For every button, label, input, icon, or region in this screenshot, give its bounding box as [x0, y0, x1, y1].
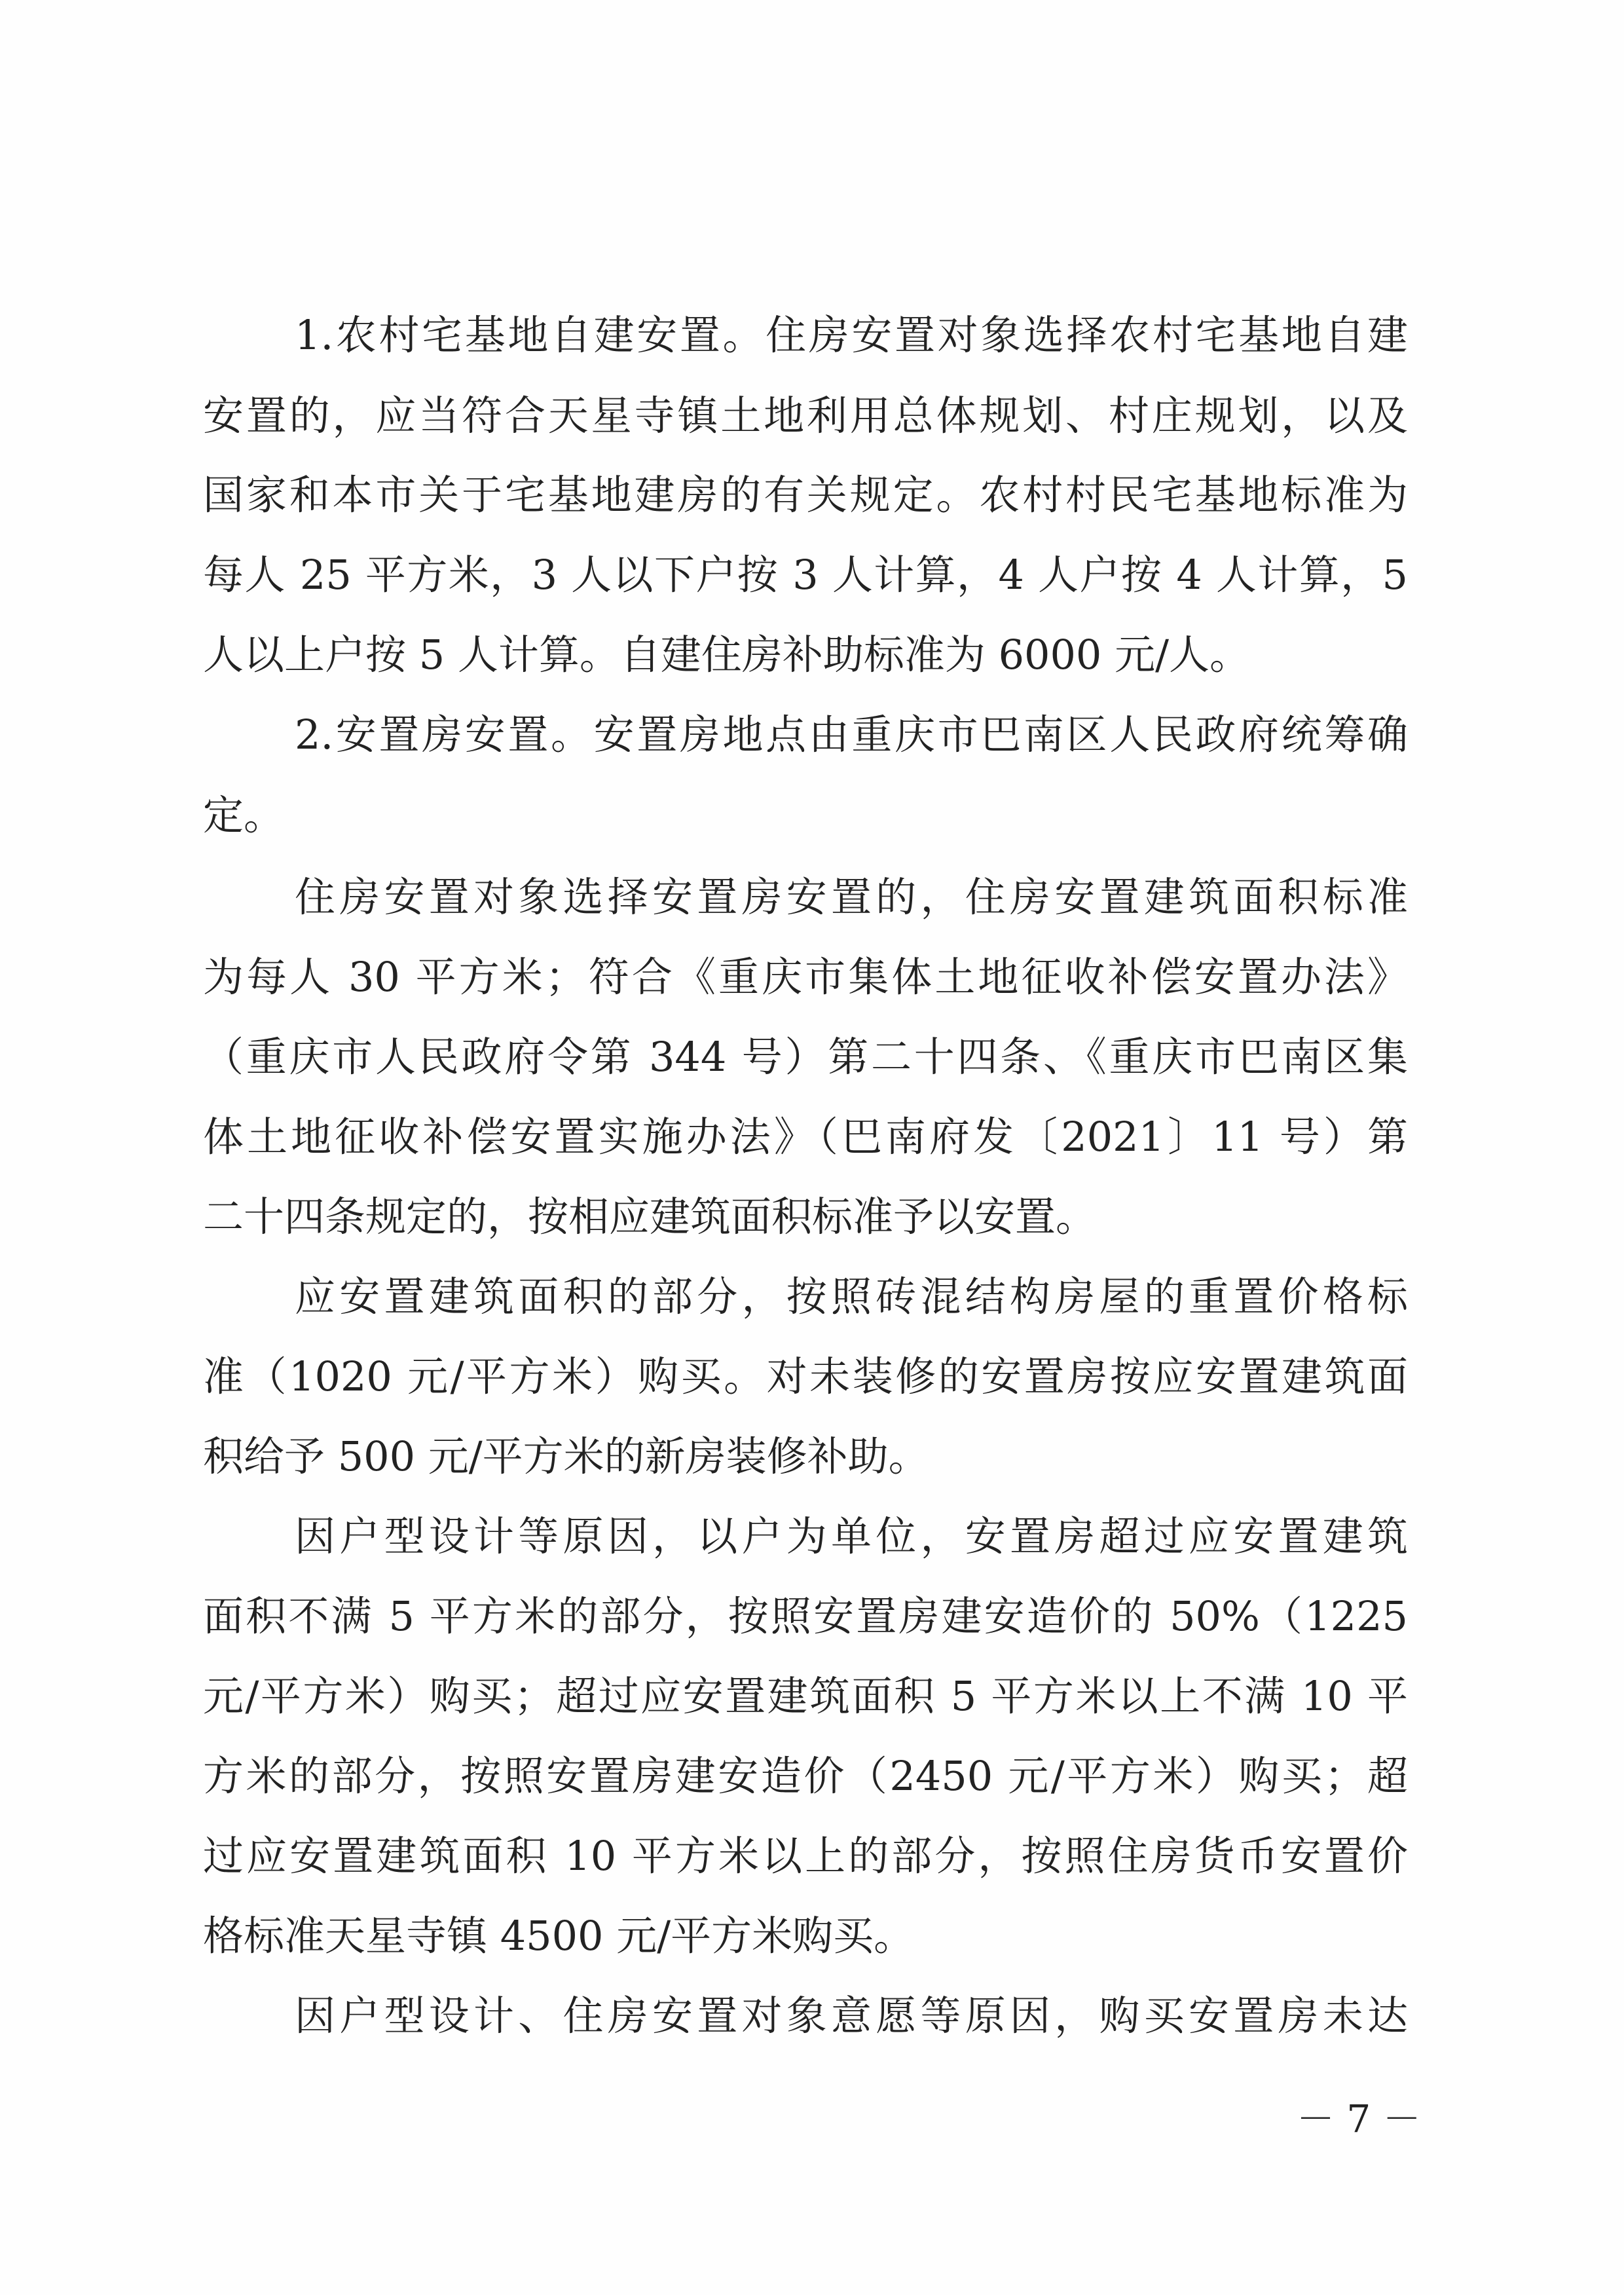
- paragraph-line: 二十四条规定的，按相应建筑面积标准予以安置。: [203, 1193, 1097, 1241]
- paragraph-line: 定。: [203, 791, 285, 839]
- paragraph-line: 因户型设计、住房安置对象意愿等原因，购买安置房未达: [295, 1992, 1408, 2040]
- paragraph-line: 准（1020 元/平方米）购买。对未装修的安置房按应安置建筑面: [203, 1353, 1408, 1400]
- paragraph-line: 面积不满 5 平方米的部分，按照安置房建安造价的 50%（1225: [203, 1592, 1408, 1640]
- paragraph-line: 应安置建筑面积的部分，按照砖混结构房屋的重置价格标: [295, 1273, 1408, 1320]
- paragraph-line: 人以上户按 5 人计算。自建住房补助标准为 6000 元/人。: [203, 631, 1250, 679]
- paragraph-line: 1.农村宅基地自建安置。住房安置对象选择农村宅基地自建: [295, 311, 1408, 359]
- paragraph-line: 方米的部分，按照安置房建安造价（2450 元/平方米）购买；超: [203, 1752, 1408, 1800]
- paragraph-line: 为每人 30 平方米；符合《重庆市集体土地征收补偿安置办法》: [203, 953, 1408, 1001]
- paragraph-line: 国家和本市关于宅基地建房的有关规定。农村村民宅基地标准为: [203, 471, 1408, 519]
- paragraph-line: 每人 25 平方米，3 人以下户按 3 人计算，4 人户按 4 人计算，5: [203, 551, 1408, 599]
- page-number: － 7 －: [1297, 2097, 1421, 2141]
- paragraph-line: 因户型设计等原因，以户为单位，安置房超过应安置建筑: [295, 1512, 1408, 1560]
- paragraph-line: （重庆市人民政府令第 344 号）第二十四条、《重庆市巴南区集: [203, 1033, 1408, 1081]
- paragraph-line: 过应安置建筑面积 10 平方米以上的部分，按照住房货币安置价: [203, 1832, 1408, 1880]
- paragraph-line: 体土地征收补偿安置实施办法》（巴南府发〔2021〕11 号）第: [203, 1113, 1408, 1161]
- paragraph-line: 积给予 500 元/平方米的新房装修补助。: [203, 1432, 929, 1480]
- paragraph-line: 元/平方米）购买；超过应安置建筑面积 5 平方米以上不满 10 平: [203, 1672, 1408, 1720]
- paragraph-line: 2.安置房安置。安置房地点由重庆市巴南区人民政府统筹确: [295, 711, 1408, 758]
- paragraph-line: 住房安置对象选择安置房安置的，住房安置建筑面积标准: [295, 873, 1408, 921]
- paragraph-line: 格标准天星寺镇 4500 元/平方米购买。: [203, 1912, 915, 1960]
- paragraph-line: 安置的，应当符合天星寺镇土地利用总体规划、村庄规划，以及: [203, 392, 1408, 439]
